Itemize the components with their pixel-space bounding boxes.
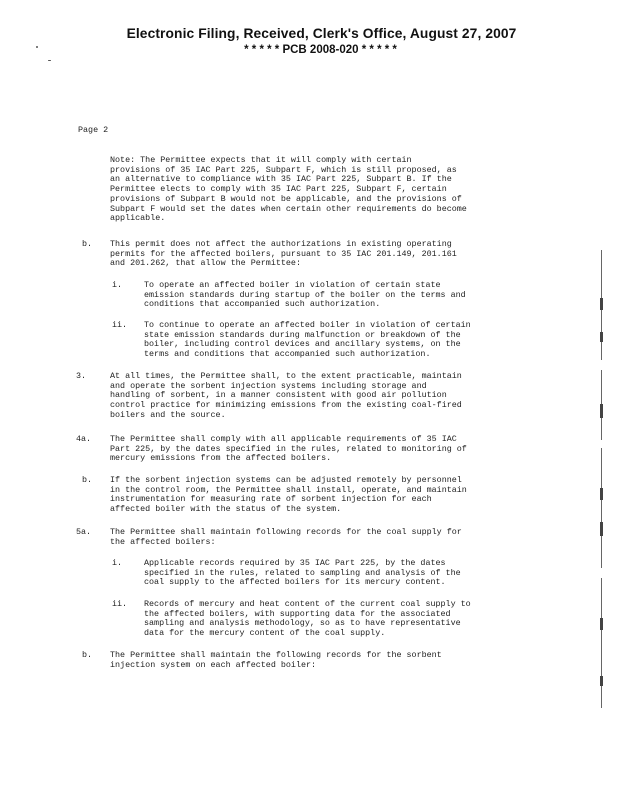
text-line: Note: The Permittee expects that it will comply with certain — [110, 155, 412, 165]
text-line: Part 225, by the dates specified in the rules, related to monitoring of — [110, 443, 467, 454]
text-line: boilers and the source. — [110, 409, 226, 420]
item-b-paragraph — [110, 240, 457, 269]
item-4b-paragraph — [110, 476, 467, 515]
text-line: provisions of 35 IAC Part 225, Subpart F, which is still proposed, as — [110, 164, 457, 175]
item-marker: b. — [82, 475, 93, 485]
revision-bar — [600, 332, 603, 342]
text-line: Subpart F would set the dates when certain other requirements do become — [110, 203, 467, 214]
text-line: sampling and analysis methodology, so as to have representative — [144, 618, 461, 629]
text-line: boiler, including control devices and ancillary systems, on the — [144, 339, 461, 350]
text-line: permits for the affected boilers, pursuant to 35 IAC 201.149, 201.161 — [110, 248, 457, 259]
text-line: an alternative to compliance with 35 IAC Part 225, Subpart B. If the — [110, 174, 452, 185]
item-4a-paragraph — [110, 435, 467, 464]
revision-bar — [600, 676, 603, 686]
revision-bar — [600, 522, 603, 536]
item-5a-ii-paragraph — [144, 600, 471, 639]
filing-header-title: Electronic Filing, Received, Clerk's Office, August 27, 2007 — [126, 26, 517, 41]
text-line: Applicable records required by 35 IAC Part 225, by the dates — [144, 558, 446, 568]
text-line: instrumentation for measuring rate of sorbent injection for each — [110, 494, 432, 505]
text-line: Records of mercury and heat content of the current coal supply to — [144, 599, 471, 609]
item-marker: 5a. — [76, 527, 92, 537]
revision-bar — [600, 488, 603, 500]
text-line: terms and conditions that accompanied such authorization. — [144, 349, 431, 360]
text-line: in the control room, the Permittee shall install, operate, and maintain — [110, 484, 467, 495]
item-marker: b. — [82, 239, 93, 249]
text-line: state emission standards during malfunction or breakdown of the — [144, 329, 461, 340]
text-line: data for the mercury content of the coal supply. — [144, 628, 386, 639]
item-b-i-paragraph — [144, 281, 466, 310]
text-line: This permit does not affect the authorizations in existing operating — [110, 239, 452, 249]
text-line: affected boiler with the status of the system. — [110, 504, 342, 515]
text-line: control practice for minimizing emissions from the existing coal-fired — [110, 400, 462, 411]
text-line: injection system on each affected boiler: — [110, 659, 317, 670]
filing-header-case-number: * * * * * PCB 2008-020 * * * * * — [244, 44, 397, 56]
text-line: applicable. — [110, 213, 166, 224]
text-line: At all times, the Permittee shall, to the extent practicable, maintain — [110, 371, 462, 381]
text-line: and operate the sorbent injection systems including storage and — [110, 380, 427, 391]
note-paragraph — [110, 156, 467, 224]
item-b-ii-paragraph — [144, 321, 471, 360]
item-5a-paragraph — [110, 528, 462, 547]
item-5a-i-paragraph — [144, 559, 461, 588]
item-3-paragraph — [110, 372, 462, 421]
text-line: the affected boilers, with supporting data for the associated — [144, 608, 451, 619]
text-line: emission standards during startup of the boiler on the terms and — [144, 289, 466, 300]
revision-bar — [600, 298, 603, 310]
text-line: specified in the rules, related to sampling and analysis of the — [144, 567, 461, 578]
text-line: mercury emissions from the affected boilers. — [110, 453, 332, 464]
page-number-label: Page 2 — [78, 125, 109, 135]
item-marker: 4a. — [76, 434, 92, 444]
text-line: handling of sorbent, in a manner consistent with good air pollution — [110, 390, 447, 401]
text-line: The Permittee shall comply with all applicable requirements of 35 IAC — [110, 434, 457, 444]
text-line: provisions of Subpart B would not be applicable, and the provisions of — [110, 193, 462, 204]
text-line: The Permittee shall maintain the following records for the sorbent — [110, 650, 442, 660]
revision-bar — [601, 448, 602, 568]
text-line: If the sorbent injection systems can be adjusted remotely by personnel — [110, 475, 462, 485]
subitem-marker: i. — [112, 280, 123, 290]
text-line: conditions that accompanied such authorization. — [144, 299, 381, 310]
text-line: and 201.262, that allow the Permittee: — [110, 258, 301, 269]
scan-speck — [36, 46, 38, 48]
subitem-marker: ii. — [112, 599, 128, 609]
text-line: the affected boilers: — [110, 536, 216, 547]
text-line: To continue to operate an affected boiler in violation of certain — [144, 320, 471, 330]
text-line: To operate an affected boiler in violation of certain state — [144, 280, 441, 290]
revision-bar — [600, 618, 603, 630]
item-marker: 3. — [76, 371, 87, 381]
text-line: coal supply to the affected boilers for its mercury content. — [144, 577, 446, 588]
item-marker: b. — [82, 650, 93, 660]
subitem-marker: i. — [112, 558, 123, 568]
scan-speck — [48, 60, 51, 61]
subitem-marker: ii. — [112, 320, 128, 330]
revision-bar — [600, 404, 603, 418]
text-line: Permittee elects to comply with 35 IAC Part 225, Subpart F, certain — [110, 184, 447, 195]
item-5b-paragraph — [110, 651, 442, 670]
revision-bar — [601, 578, 602, 708]
text-line: The Permittee shall maintain following records for the coal supply for — [110, 527, 462, 537]
